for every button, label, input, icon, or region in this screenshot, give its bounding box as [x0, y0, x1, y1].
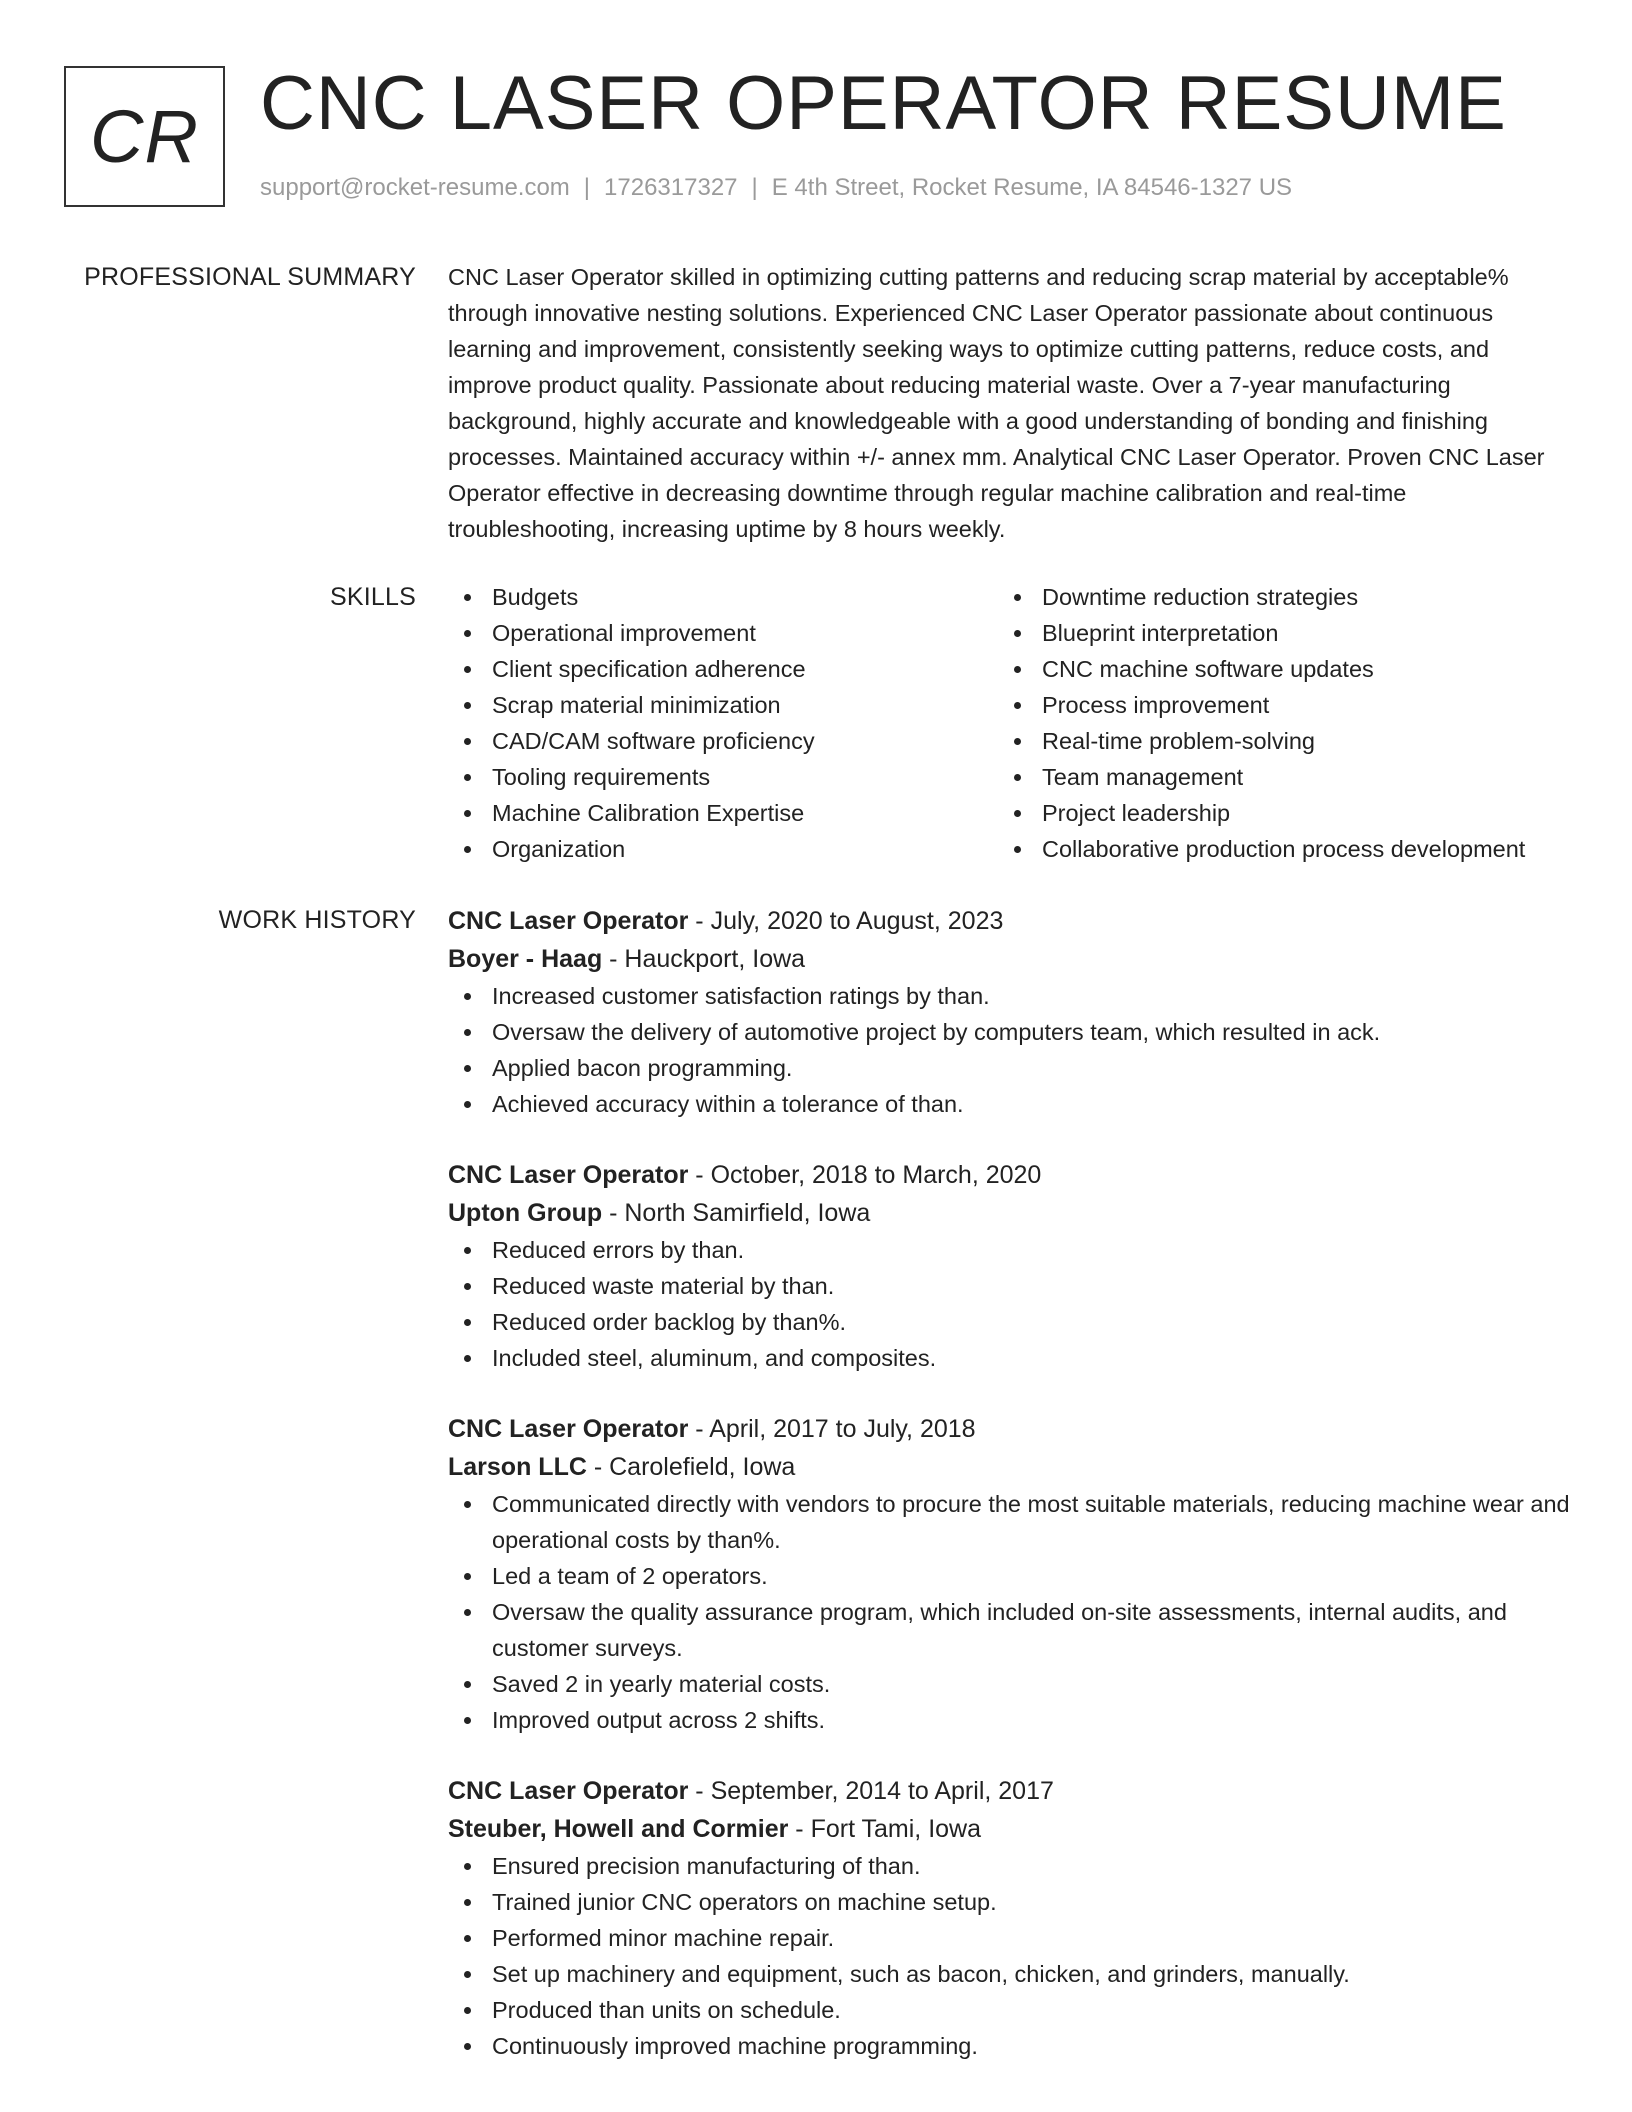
- skill-item: Client specification adherence: [448, 651, 998, 687]
- skill-item: Blueprint interpretation: [998, 615, 1548, 651]
- job-title: CNC Laser Operator: [448, 907, 689, 935]
- job-title: CNC Laser Operator: [448, 1161, 689, 1189]
- skill-item: Project leadership: [998, 795, 1548, 831]
- job-duties: [448, 1848, 1572, 2064]
- work-history-heading: WORK HISTORY: [218, 906, 416, 934]
- job-duty: Oversaw the quality assurance program, which included on-site assessments, internal audits, and customer surveys.: [448, 1594, 1572, 1666]
- job-duty: Applied bacon programming.: [448, 1050, 1572, 1086]
- job-location: - Carolefield, Iowa: [586, 1453, 796, 1481]
- job-duty: Improved output across 2 shifts.: [448, 1702, 1572, 1738]
- page-title: CNC LASER OPERATOR RESUME: [260, 61, 1507, 146]
- job-company-line: [448, 1810, 1572, 1848]
- job-duty: Oversaw the delivery of automotive project by computers team, which resulted in ack.: [448, 1014, 1572, 1050]
- job-company-line: [448, 940, 1572, 978]
- job-dates: - April, 2017 to July, 2018: [688, 1415, 976, 1443]
- skill-item: CNC machine software updates: [998, 651, 1548, 687]
- job-entry: [448, 1410, 1572, 1738]
- job-duty: Communicated directly with vendors to procure the most suitable materials, reducing machine wear and operational costs by than%.: [448, 1486, 1572, 1558]
- skills-heading: SKILLS: [330, 583, 416, 611]
- skills-column-right: [998, 579, 1548, 867]
- job-company: Larson LLC: [448, 1453, 587, 1481]
- skill-item: Organization: [448, 831, 998, 867]
- job-dates: - September, 2014 to April, 2017: [688, 1777, 1054, 1805]
- skill-item: CAD/CAM software proficiency: [448, 723, 998, 759]
- job-dates: - July, 2020 to August, 2023: [688, 907, 1004, 935]
- job-duty: Trained junior CNC operators on machine setup.: [448, 1884, 1572, 1920]
- job-duty: Saved 2 in yearly material costs.: [448, 1666, 1572, 1702]
- job-company: Boyer - Haag: [448, 945, 603, 973]
- skill-item: Machine Calibration Expertise: [448, 795, 998, 831]
- job-duties: [448, 1232, 1572, 1376]
- work-history-list: [448, 902, 1572, 2098]
- skill-item: Real-time problem-solving: [998, 723, 1548, 759]
- skills-list: [448, 579, 1572, 867]
- skill-item: Downtime reduction strategies: [998, 579, 1548, 615]
- job-dates: - October, 2018 to March, 2020: [688, 1161, 1042, 1189]
- skill-item: Scrap material minimization: [448, 687, 998, 723]
- job-company: Steuber, Howell and Cormier: [448, 1815, 789, 1843]
- job-duty: Increased customer satisfaction ratings by than.: [448, 978, 1572, 1014]
- skill-item: Process improvement: [998, 687, 1548, 723]
- job-title-line: [448, 1410, 1572, 1448]
- skill-item: Tooling requirements: [448, 759, 998, 795]
- job-duties: [448, 978, 1572, 1122]
- job-duty: Set up machinery and equipment, such as bacon, chicken, and grinders, manually.: [448, 1956, 1572, 1992]
- job-company-line: [448, 1194, 1572, 1232]
- job-location: - Hauckport, Iowa: [602, 945, 806, 973]
- job-duty: Reduced order backlog by than%.: [448, 1304, 1572, 1340]
- contact-separator: |: [583, 174, 591, 201]
- skill-item: Budgets: [448, 579, 998, 615]
- summary-text: CNC Laser Operator skilled in optimizing cutting patterns and reducing scrap material by acceptable% through innovative nesting solutions. Experienced CNC Laser Operator passionate about continuous learning and improvement, consistently seeking ways to optimize cutting patterns, reduce costs, and improve product quality. Passionate about reducing material waste. Over a 7-year manufacturing background, highly accurate and knowledgeable with a good understanding of bonding and finishing processes. Maintained accuracy within +/- annex mm. Analytical CNC Laser Operator. Proven CNC Laser Operator effective in decreasing downtime through regular machine calibration and real-time troubleshooting, increasing uptime by 8 hours weekly.: [448, 264, 1545, 542]
- monogram-logo: CR: [64, 66, 225, 207]
- contact-phone[interactable]: 1726317327: [604, 174, 738, 201]
- contact-address: E 4th Street, Rocket Resume, IA 84546-1327 US: [771, 174, 1293, 201]
- job-duty: Performed minor machine repair.: [448, 1920, 1572, 1956]
- job-duty: Produced than units on schedule.: [448, 1992, 1572, 2028]
- job-title-line: [448, 1772, 1572, 1810]
- skill-item: Team management: [998, 759, 1548, 795]
- job-entry: [448, 1156, 1572, 1376]
- skill-item: Operational improvement: [448, 615, 998, 651]
- job-location: - Fort Tami, Iowa: [788, 1815, 981, 1843]
- summary-heading: PROFESSIONAL SUMMARY: [84, 263, 416, 291]
- job-title-line: [448, 1156, 1572, 1194]
- job-company-line: [448, 1448, 1572, 1486]
- job-duty: Ensured precision manufacturing of than.: [448, 1848, 1572, 1884]
- job-company: Upton Group: [448, 1199, 603, 1227]
- skills-column-left: [448, 579, 998, 867]
- job-title: CNC Laser Operator: [448, 1777, 689, 1805]
- contact-separator: |: [751, 174, 758, 201]
- job-duty: Achieved accuracy within a tolerance of than.: [448, 1086, 1572, 1122]
- job-duty: Included steel, aluminum, and composites.: [448, 1340, 1572, 1376]
- contact-line: [260, 174, 1292, 202]
- job-duty: Reduced errors by than.: [448, 1232, 1572, 1268]
- job-duties: [448, 1486, 1572, 1738]
- job-duty: Led a team of 2 operators.: [448, 1558, 1572, 1594]
- job-entry: [448, 902, 1572, 1122]
- job-title-line: [448, 902, 1572, 940]
- job-location: - North Samirfield, Iowa: [602, 1199, 871, 1227]
- job-duty: Continuously improved machine programming.: [448, 2028, 1572, 2064]
- job-entry: [448, 1772, 1572, 2064]
- skill-item: Collaborative production process development: [998, 831, 1548, 867]
- job-title: CNC Laser Operator: [448, 1415, 689, 1443]
- resume-header: [64, 61, 1568, 216]
- job-duty: Reduced waste material by than.: [448, 1268, 1572, 1304]
- contact-email[interactable]: support@rocket-resume.com: [260, 174, 570, 201]
